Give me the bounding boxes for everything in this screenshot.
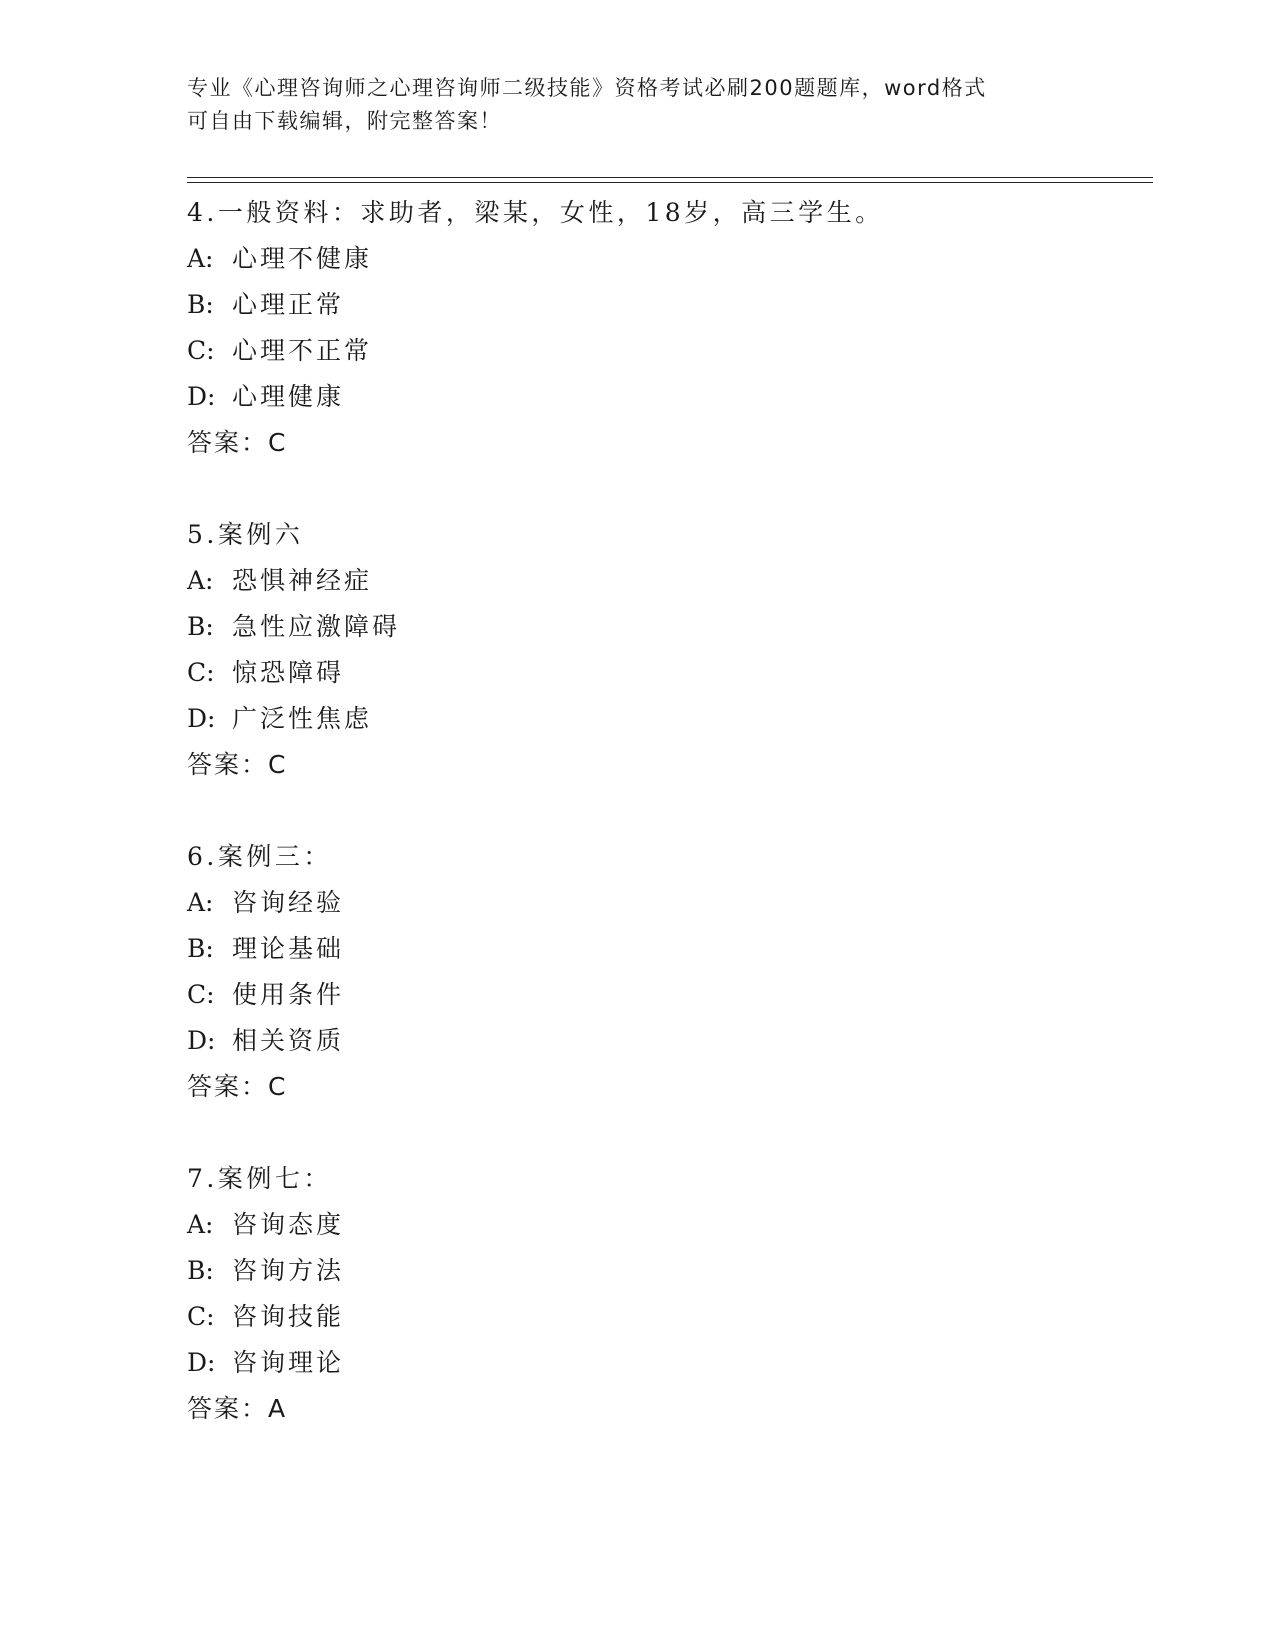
option-letter: D: bbox=[187, 1026, 216, 1055]
question-stem: 6.案例三： bbox=[187, 842, 332, 871]
option-c bbox=[187, 650, 1147, 696]
option-letter: B: bbox=[187, 934, 214, 963]
option-a bbox=[187, 1202, 1147, 1248]
option-d bbox=[187, 696, 1147, 742]
option-text: 理论基础 bbox=[232, 934, 345, 963]
option-letter: A: bbox=[187, 244, 214, 273]
question-item bbox=[187, 512, 1147, 788]
option-letter: C: bbox=[187, 980, 215, 1009]
option-letter: D: bbox=[187, 382, 216, 411]
question-list bbox=[187, 190, 1147, 1478]
option-letter: B: bbox=[187, 612, 214, 641]
header-line-1: 专业《心理咨询师之心理咨询师二级技能》资格考试必刷200题题库，word格式 bbox=[187, 76, 987, 100]
question-item bbox=[187, 834, 1147, 1110]
option-c bbox=[187, 328, 1147, 374]
option-text: 相关资质 bbox=[232, 1026, 345, 1055]
question-stem: 5.案例六 bbox=[187, 520, 304, 549]
question-stem: 4.一般资料：求助者，梁某，女性，18岁，高三学生。 bbox=[187, 198, 884, 227]
option-text: 心理不健康 bbox=[232, 244, 373, 273]
option-text: 心理不正常 bbox=[232, 336, 373, 365]
option-letter: D: bbox=[187, 704, 216, 733]
option-b bbox=[187, 926, 1147, 972]
option-letter: C: bbox=[187, 1302, 215, 1331]
option-text: 咨询理论 bbox=[232, 1348, 345, 1377]
option-letter: A: bbox=[187, 566, 214, 595]
option-letter: C: bbox=[187, 336, 215, 365]
option-text: 咨询方法 bbox=[232, 1256, 345, 1285]
document-header bbox=[187, 72, 1087, 138]
header-divider-bottom bbox=[187, 182, 1153, 183]
answer-line: 答案：C bbox=[187, 1072, 288, 1101]
option-text: 咨询技能 bbox=[232, 1302, 345, 1331]
header-divider-top bbox=[187, 177, 1153, 178]
option-a bbox=[187, 880, 1147, 926]
option-a bbox=[187, 558, 1147, 604]
option-b bbox=[187, 604, 1147, 650]
option-b bbox=[187, 282, 1147, 328]
option-text: 惊恐障碍 bbox=[232, 658, 345, 687]
option-a bbox=[187, 236, 1147, 282]
option-letter: A: bbox=[187, 888, 214, 917]
answer-line: 答案：C bbox=[187, 428, 288, 457]
option-letter: B: bbox=[187, 290, 214, 319]
answer-line: 答案：A bbox=[187, 1394, 288, 1423]
option-letter: A: bbox=[187, 1210, 214, 1239]
option-text: 咨询经验 bbox=[232, 888, 345, 917]
option-text: 急性应激障碍 bbox=[232, 612, 401, 641]
answer-line: 答案：C bbox=[187, 750, 288, 779]
option-d bbox=[187, 374, 1147, 420]
option-c bbox=[187, 972, 1147, 1018]
question-item bbox=[187, 1156, 1147, 1432]
question-item bbox=[187, 190, 1147, 466]
option-b bbox=[187, 1248, 1147, 1294]
option-d bbox=[187, 1018, 1147, 1064]
header-line-2: 可自由下载编辑，附完整答案！ bbox=[187, 109, 502, 133]
option-text: 使用条件 bbox=[232, 980, 345, 1009]
question-stem: 7.案例七： bbox=[187, 1164, 332, 1193]
option-text: 心理健康 bbox=[232, 382, 345, 411]
option-d bbox=[187, 1340, 1147, 1386]
option-text: 咨询态度 bbox=[232, 1210, 345, 1239]
option-c bbox=[187, 1294, 1147, 1340]
option-letter: D: bbox=[187, 1348, 216, 1377]
option-text: 恐惧神经症 bbox=[232, 566, 373, 595]
option-letter: C: bbox=[187, 658, 215, 687]
option-letter: B: bbox=[187, 1256, 214, 1285]
option-text: 心理正常 bbox=[232, 290, 345, 319]
option-text: 广泛性焦虑 bbox=[232, 704, 373, 733]
